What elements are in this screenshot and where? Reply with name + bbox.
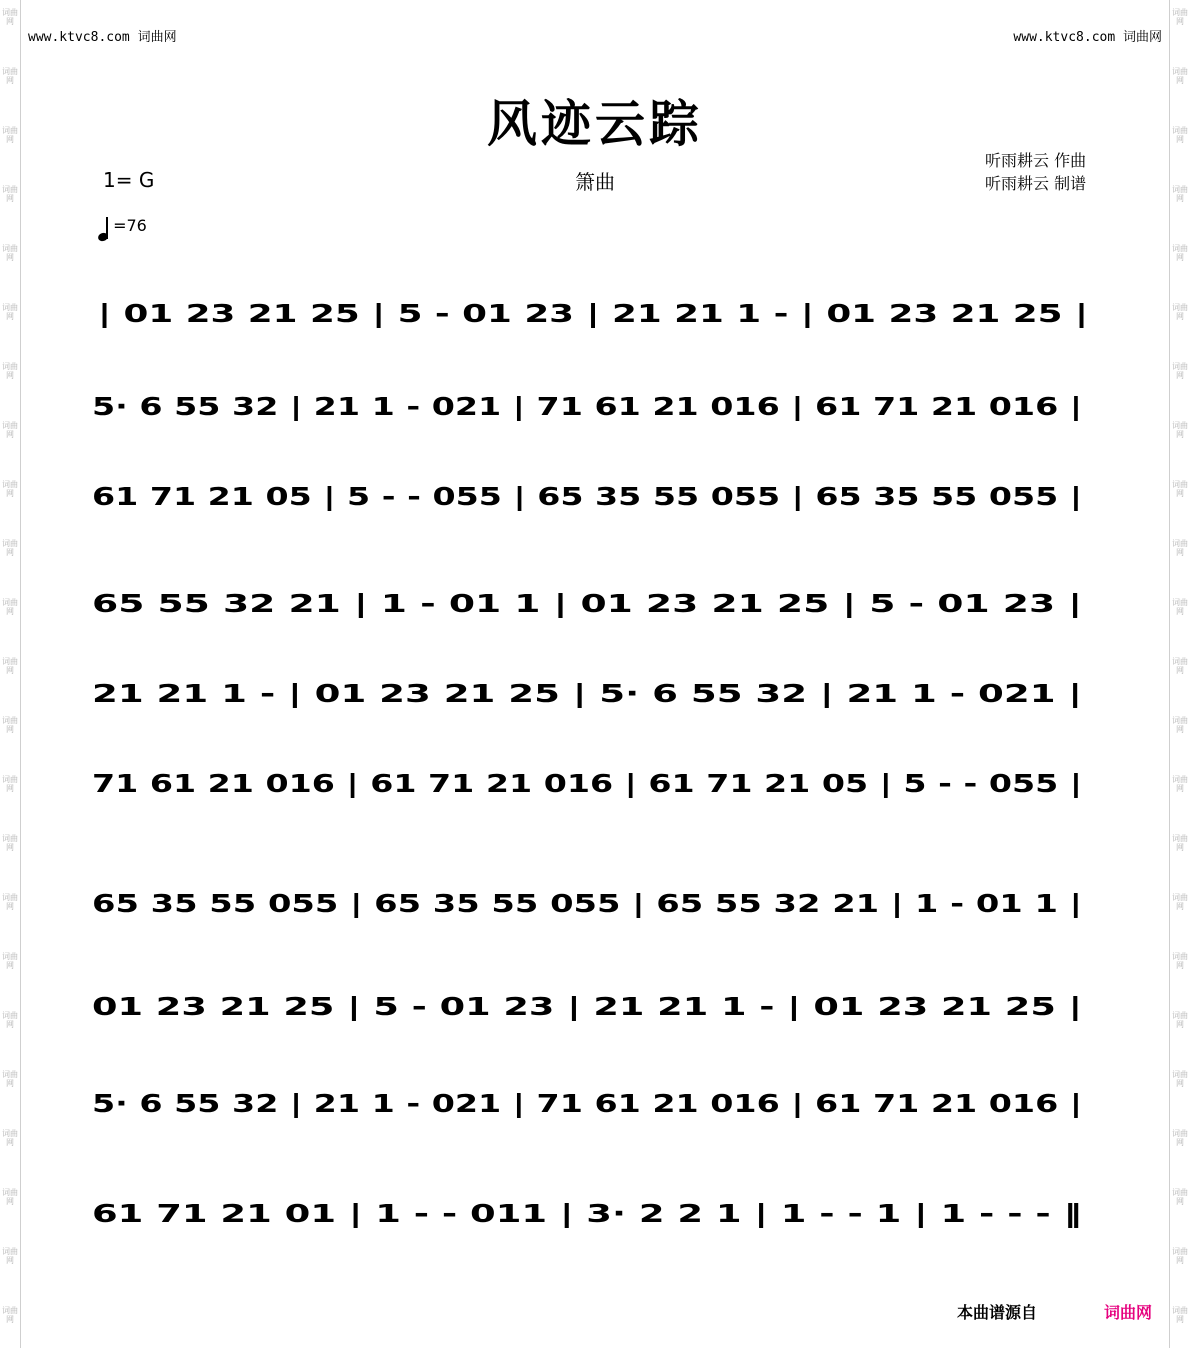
- watermark-text: 词曲网: [1172, 8, 1188, 26]
- watermark-text: 词曲网: [1172, 539, 1188, 557]
- watermark-text: 词曲网: [2, 952, 18, 970]
- watermark-text: 词曲网: [2, 244, 18, 262]
- watermark-text: 词曲网: [1172, 598, 1188, 616]
- quarter-note-icon: [97, 232, 109, 243]
- watermark-text: 词曲网: [1172, 303, 1188, 321]
- watermark-text: 词曲网: [1172, 952, 1188, 970]
- score-row-text: 65 35 55 055 | 65 35 55 055 | 65 55 32 21 | 1 - 01 1 |: [92, 889, 1082, 918]
- key-signature: 1= G: [103, 168, 155, 192]
- watermark-text: 词曲网: [2, 185, 18, 203]
- site-url-left[interactable]: www.ktvc8.com 词曲网: [28, 30, 177, 45]
- watermark-text: 词曲网: [1172, 893, 1188, 911]
- watermark-text: 词曲网: [1172, 775, 1188, 793]
- watermark-text: 词曲网: [2, 775, 18, 793]
- watermark-text: 词曲网: [2, 1070, 18, 1088]
- watermark-text: 词曲网: [2, 598, 18, 616]
- score-row-3: [90, 465, 1090, 525]
- score-row-text: 5· 6 55 32 | 21 1 - 021 | 71 61 21 016 | 61 71 21 016 |: [92, 1089, 1082, 1118]
- watermark-text: 词曲网: [1172, 716, 1188, 734]
- watermark-text: 词曲网: [1172, 185, 1188, 203]
- score-row-7: [90, 872, 1090, 932]
- score-row-text: | 01 23 21 25 | 5 - 01 23 | 21 21 1 - | 01 23 21 25 |: [98, 299, 1088, 328]
- watermark-text: 词曲网: [1172, 362, 1188, 380]
- score-row-5: [90, 662, 1090, 722]
- watermark-text: 词曲网: [2, 1247, 18, 1265]
- watermark-text: 词曲网: [1172, 244, 1188, 262]
- watermark-text: 词曲网: [2, 539, 18, 557]
- score-row-2: [90, 375, 1090, 435]
- score-row-text: 61 71 21 05 | 5 - - 055 | 65 35 55 055 | 65 35 55 055 |: [92, 482, 1082, 511]
- score-row-text: 01 23 21 25 | 5 - 01 23 | 21 21 1 - | 01 23 21 25 |: [92, 992, 1082, 1021]
- watermark-text: 词曲网: [2, 834, 18, 852]
- watermark-text: 词曲网: [1172, 480, 1188, 498]
- score-row-10: [90, 1182, 1090, 1242]
- watermark-text: 词曲网: [2, 716, 18, 734]
- score-row-6: [90, 752, 1090, 812]
- tempo-value: =76: [113, 216, 147, 235]
- watermark-text: 词曲网: [2, 657, 18, 675]
- watermark-text: 词曲网: [1172, 1306, 1188, 1324]
- watermark-text: 词曲网: [2, 893, 18, 911]
- composer-credit: 听雨耕云 作曲: [985, 151, 1087, 170]
- score-row-4: [90, 572, 1090, 632]
- watermark-text: 词曲网: [2, 362, 18, 380]
- score-row-text: 21 21 1 - | 01 23 21 25 | 5· 6 55 32 | 21 1 - 021 |: [92, 679, 1082, 708]
- score-row-1: [90, 282, 1090, 342]
- watermark-text: 词曲网: [2, 303, 18, 321]
- score-row-text: 5· 6 55 32 | 21 1 - 021 | 71 61 21 016 | 61 71 21 016 |: [92, 392, 1082, 421]
- score-row-8: [90, 975, 1090, 1035]
- watermark-text: 词曲网: [2, 1188, 18, 1206]
- source-label: 本曲谱源自: [957, 1303, 1038, 1322]
- watermark-text: 词曲网: [1172, 1070, 1188, 1088]
- tempo-marking: [98, 216, 147, 241]
- score-row-text: 61 71 21 01 | 1 - - 011 | 3· 2 2 1 | 1 - - 1 | 1 - - - ‖: [92, 1199, 1082, 1228]
- score-row-text: 65 55 32 21 | 1 - 01 1 | 01 23 21 25 | 5 - 01 23 |: [92, 589, 1082, 618]
- watermark-text: 词曲网: [1172, 421, 1188, 439]
- watermark-text: 词曲网: [2, 480, 18, 498]
- watermark-text: 词曲网: [2, 8, 18, 26]
- score-title: 风迹云踪: [487, 95, 703, 153]
- watermark-text: 词曲网: [2, 421, 18, 439]
- arranger-credit: 听雨耕云 制谱: [985, 174, 1087, 193]
- right-margin-strip: [1169, 0, 1190, 1348]
- watermark-text: 词曲网: [2, 126, 18, 144]
- watermark-text: 词曲网: [1172, 1247, 1188, 1265]
- source-brand-link[interactable]: 词曲网: [1104, 1303, 1153, 1322]
- score-subtitle: 箫曲: [575, 170, 615, 194]
- watermark-text: 词曲网: [1172, 1188, 1188, 1206]
- left-margin-strip: [0, 0, 21, 1348]
- site-url-right[interactable]: www.ktvc8.com 词曲网: [1013, 30, 1162, 45]
- watermark-text: 词曲网: [1172, 126, 1188, 144]
- score-row-9: [90, 1072, 1090, 1132]
- watermark-text: 词曲网: [1172, 1011, 1188, 1029]
- watermark-text: 词曲网: [1172, 834, 1188, 852]
- watermark-text: 词曲网: [1172, 657, 1188, 675]
- score-row-text: 71 61 21 016 | 61 71 21 016 | 61 71 21 05 | 5 - - 055 |: [92, 769, 1082, 798]
- watermark-text: 词曲网: [1172, 1129, 1188, 1147]
- watermark-text: 词曲网: [1172, 67, 1188, 85]
- watermark-text: 词曲网: [2, 1011, 18, 1029]
- watermark-text: 词曲网: [2, 1306, 18, 1324]
- watermark-text: 词曲网: [2, 1129, 18, 1147]
- watermark-text: 词曲网: [2, 67, 18, 85]
